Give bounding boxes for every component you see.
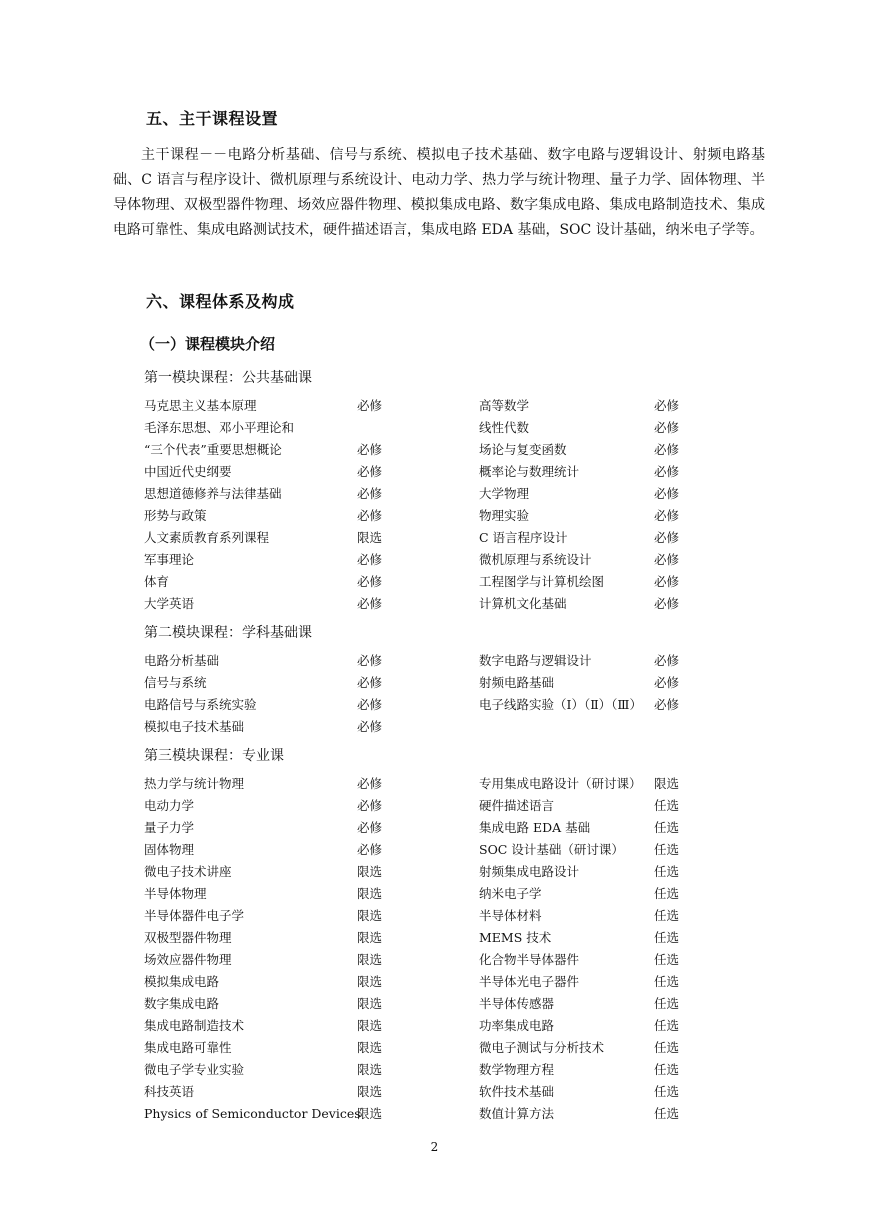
course-type-left: 限选	[357, 1018, 383, 1033]
course-name-right: 软件技术基础	[479, 1084, 555, 1099]
course-type-right: 必修	[654, 420, 680, 435]
course-type-right: 必修	[654, 574, 680, 589]
course-row	[144, 1105, 704, 1127]
course-type-right: 必修	[654, 486, 680, 501]
course-row	[144, 595, 704, 617]
course-name-left: 集成电路制造技术	[144, 1018, 245, 1033]
course-name-right: 物理实验	[479, 508, 530, 523]
course-type-right: 任选	[654, 1106, 680, 1121]
course-type-right: 必修	[654, 596, 680, 611]
course-name-left: 形势与政策	[144, 508, 207, 523]
course-row	[144, 995, 704, 1017]
section-6-title: 六、课程体系及构成	[146, 292, 295, 311]
course-type-left: 必修	[357, 697, 383, 712]
course-type-right: 任选	[654, 908, 680, 923]
course-row	[144, 951, 704, 973]
main-courses-paragraph: 主干课程－－电路分析基础、信号与系统、模拟电子技术基础、数字电路与逻辑设计、射频电路基础、C 语言与程序设计、微机原理与系统设计、电动力学、热力学与统计物理、量子力学、固体物理、半导体物理、双极型器件物理、场效应器件物理、模拟集成电路、数字集成电路、集成电路制造技术、集成电路可靠性、集成电路测试技术，硬件描述语言，集成电路 EDA 基础，SOC 设计基础，纳米电子学等。	[113, 147, 765, 238]
course-name-right: 化合物半导体器件	[479, 952, 580, 967]
course-name-left: 马克思主义基本原理	[144, 398, 257, 413]
course-type-right: 必修	[654, 442, 680, 457]
course-row	[144, 507, 704, 529]
course-type-right: 任选	[654, 886, 680, 901]
course-name-left: 半导体器件电子学	[144, 908, 245, 923]
course-name-right: 微机原理与系统设计	[479, 552, 592, 567]
course-name-right: 高等数学	[479, 398, 530, 413]
course-name-left: 微电子技术讲座	[144, 864, 232, 879]
course-row	[144, 885, 704, 907]
course-type-left: 必修	[357, 398, 383, 413]
course-name-left: 中国近代史纲要	[144, 464, 232, 479]
course-name-left: 毛泽东思想、邓小平理论和	[144, 420, 295, 435]
course-type-right: 必修	[654, 508, 680, 523]
course-type-right: 任选	[654, 1040, 680, 1055]
module-2-course-table	[144, 652, 704, 740]
course-type-left: 限选	[357, 930, 383, 945]
course-type-right: 限选	[654, 776, 680, 791]
module-3-heading: 第三模块课程：专业课	[144, 748, 284, 764]
course-name-left: 场效应器件物理	[144, 952, 232, 967]
course-row	[144, 863, 704, 885]
course-type-left: 必修	[357, 508, 383, 523]
course-name-right: 工程图学与计算机绘图	[479, 574, 605, 589]
course-name-right: 微电子测试与分析技术	[479, 1040, 605, 1055]
course-type-left: 必修	[357, 675, 383, 690]
course-type-right: 必修	[654, 697, 680, 712]
course-name-right: 专用集成电路设计（研讨课）	[479, 776, 642, 791]
course-name-right: 概率论与数理统计	[479, 464, 580, 479]
course-row	[144, 485, 704, 507]
course-row	[144, 696, 704, 718]
course-name-left: 军事理论	[144, 552, 195, 567]
course-type-right: 任选	[654, 996, 680, 1011]
course-name-right: C 语言程序设计	[479, 530, 568, 545]
course-name-left: “三个代表”重要思想概论	[144, 442, 282, 457]
course-type-right: 任选	[654, 864, 680, 879]
course-row	[144, 1017, 704, 1039]
course-type-right: 任选	[654, 1018, 680, 1033]
course-row	[144, 674, 704, 696]
course-name-right: 半导体材料	[479, 908, 542, 923]
course-type-right: 必修	[654, 398, 680, 413]
course-type-right: 必修	[654, 552, 680, 567]
course-type-left: 必修	[357, 486, 383, 501]
course-name-left: 电动力学	[144, 798, 195, 813]
course-row	[144, 397, 704, 419]
course-row	[144, 419, 704, 441]
course-type-left: 限选	[357, 886, 383, 901]
course-type-right: 必修	[654, 464, 680, 479]
course-type-left: 必修	[357, 798, 383, 813]
course-name-right: 场论与复变函数	[479, 442, 567, 457]
course-row	[144, 529, 704, 551]
course-row	[144, 441, 704, 463]
course-type-left: 必修	[357, 574, 383, 589]
course-type-left: 限选	[357, 1084, 383, 1099]
course-row	[144, 929, 704, 951]
course-row	[144, 573, 704, 595]
section-5-title: 五、主干课程设置	[146, 109, 279, 128]
course-name-right: 数值计算方法	[479, 1106, 555, 1121]
course-row	[144, 819, 704, 841]
course-name-left: 思想道德修养与法律基础	[144, 486, 282, 501]
course-type-right: 任选	[654, 798, 680, 813]
course-name-left: 人文素质教育系列课程	[144, 530, 270, 545]
course-type-right: 必修	[654, 530, 680, 545]
course-type-left: 必修	[357, 719, 383, 734]
course-row	[144, 973, 704, 995]
course-name-left: 电路信号与系统实验	[144, 697, 257, 712]
course-type-left: 限选	[357, 974, 383, 989]
course-type-left: 限选	[357, 1040, 383, 1055]
course-name-left: 数字集成电路	[144, 996, 220, 1011]
course-name-left: 双极型器件物理	[144, 930, 232, 945]
course-name-right: 硬件描述语言	[479, 798, 555, 813]
course-type-left: 限选	[357, 952, 383, 967]
course-type-left: 必修	[357, 464, 383, 479]
course-name-left: 信号与系统	[144, 675, 207, 690]
course-type-right: 任选	[654, 952, 680, 967]
course-type-left: 限选	[357, 864, 383, 879]
course-row	[144, 841, 704, 863]
course-name-right: 半导体光电子器件	[479, 974, 580, 989]
course-name-left: 集成电路可靠性	[144, 1040, 232, 1055]
course-name-right: 计算机文化基础	[479, 596, 567, 611]
course-row	[144, 1061, 704, 1083]
module-1-course-table	[144, 397, 704, 617]
course-type-left: 必修	[357, 820, 383, 835]
course-row	[144, 775, 704, 797]
course-type-left: 必修	[357, 776, 383, 791]
course-type-left: 必修	[357, 596, 383, 611]
course-row	[144, 718, 704, 740]
course-type-left: 必修	[357, 842, 383, 857]
course-name-left: 微电子学专业实验	[144, 1062, 245, 1077]
course-row	[144, 463, 704, 485]
course-type-left: 必修	[357, 653, 383, 668]
module-2-heading: 第二模块课程：学科基础课	[144, 625, 312, 641]
course-name-right: 功率集成电路	[479, 1018, 555, 1033]
course-name-right: 线性代数	[479, 420, 530, 435]
course-type-left: 必修	[357, 552, 383, 567]
course-name-right: MEMS 技术	[479, 930, 552, 945]
course-name-right: 数字电路与逻辑设计	[479, 653, 592, 668]
module-1-heading: 第一模块课程：公共基础课	[144, 370, 312, 386]
course-name-right: 半导体传感器	[479, 996, 555, 1011]
course-type-right: 任选	[654, 930, 680, 945]
course-name-left: 量子力学	[144, 820, 195, 835]
course-row	[144, 1039, 704, 1061]
course-name-left: 模拟集成电路	[144, 974, 220, 989]
course-name-right: 纳米电子学	[479, 886, 542, 901]
course-name-left: Physics of Semiconductor Devices	[144, 1106, 361, 1121]
course-name-right: 数学物理方程	[479, 1062, 555, 1077]
course-row	[144, 1083, 704, 1105]
course-name-left: 电路分析基础	[144, 653, 220, 668]
course-name-right: 集成电路 EDA 基础	[479, 820, 591, 835]
course-type-right: 任选	[654, 1062, 680, 1077]
subsection-1-title: （一）课程模块介绍	[140, 335, 276, 353]
course-row	[144, 907, 704, 929]
course-type-left: 必修	[357, 442, 383, 457]
course-name-left: 半导体物理	[144, 886, 207, 901]
course-name-right: 大学物理	[479, 486, 530, 501]
course-type-right: 任选	[654, 1084, 680, 1099]
course-name-left: 热力学与统计物理	[144, 776, 245, 791]
course-type-left: 限选	[357, 1106, 383, 1121]
course-type-right: 任选	[654, 974, 680, 989]
module-3-course-table	[144, 775, 704, 1127]
page-number: 2	[430, 1140, 439, 1154]
course-name-left: 科技英语	[144, 1084, 195, 1099]
course-type-left: 限选	[357, 996, 383, 1011]
course-name-left: 固体物理	[144, 842, 195, 857]
course-type-left: 限选	[357, 530, 383, 545]
course-name-left: 体育	[144, 574, 170, 589]
course-type-left: 限选	[357, 908, 383, 923]
course-type-right: 任选	[654, 842, 680, 857]
course-type-left: 限选	[357, 1062, 383, 1077]
course-row	[144, 797, 704, 819]
course-type-right: 任选	[654, 820, 680, 835]
course-name-right: 射频集成电路设计	[479, 864, 580, 879]
course-type-right: 必修	[654, 675, 680, 690]
course-row	[144, 551, 704, 573]
course-type-right: 必修	[654, 653, 680, 668]
course-name-right: SOC 设计基础（研讨课）	[479, 842, 624, 857]
course-name-left: 模拟电子技术基础	[144, 719, 245, 734]
course-name-right: 射频电路基础	[479, 675, 555, 690]
course-name-left: 大学英语	[144, 596, 195, 611]
course-name-right: 电子线路实验（Ⅰ）（Ⅱ）（Ⅲ）	[479, 697, 642, 712]
course-row	[144, 652, 704, 674]
